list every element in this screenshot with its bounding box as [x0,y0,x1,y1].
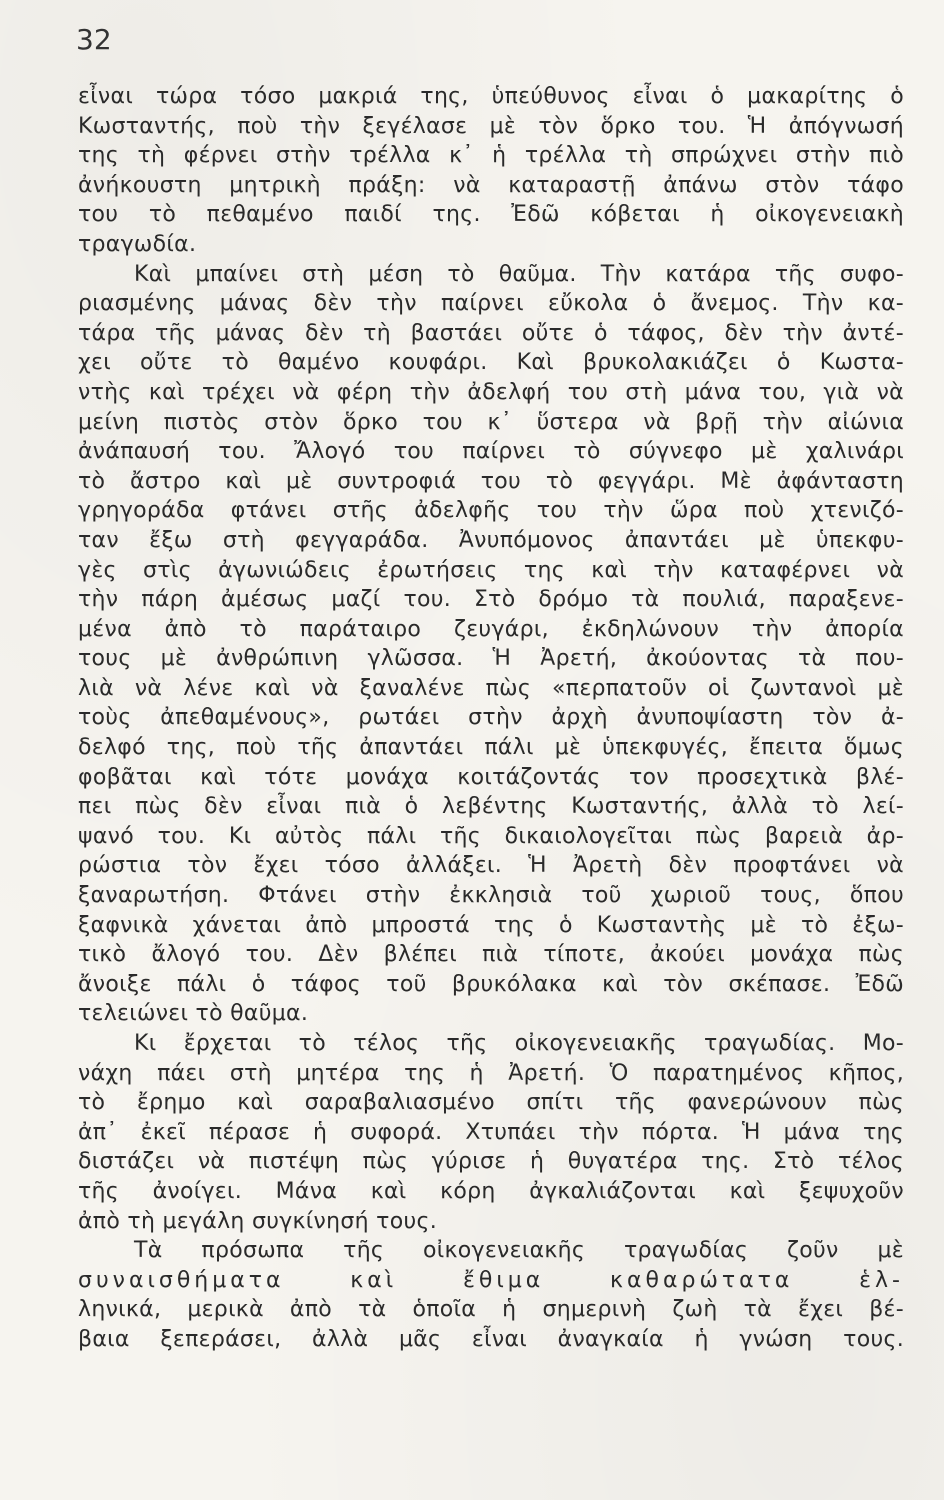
text-line: του τὸ πεθαμένο παιδί της. Ἐδῶ κόβεται ἡ οἰκογενειακὴ [78,202,904,228]
text-line: τὴν πάρη ἀμέσως μαζί του. Στὸ δρόμο τὰ πουλιά, παραξενε- [78,587,904,613]
text-line: Καὶ μπαίνει στὴ μέση τὸ θαῦμα. Τὴν κατάρα τῆς συφο- [134,261,904,287]
text-line: συναισθήματα καὶ ἔθιμα καθαρώτατα ἑλ- [78,1267,904,1293]
text-line: Κι ἔρχεται τὸ τέλος τῆς οἰκογενειακῆς τραγωδίας. Μο- [134,1031,904,1056]
text-line: ρώστια τὸν ἔχει τόσο ἀλλάξει. Ἡ Ἀρετὴ δὲν προφτάνει νὰ [78,853,904,879]
text-line: πει πὼς δὲν εἶναι πιὰ ὁ λεβέντης Κωσταντής, ἀλλὰ τὸ λεί- [78,794,904,820]
text-line: ντὴς καὶ τρέχει νὰ φέρη τὴν ἀδελφή του στὴ μάνα του, γιὰ νὰ [78,379,904,405]
text-line: ληνικά, μερικὰ ἀπὸ τὰ ὁποῖα ἡ σημερινὴ ζωὴ τὰ ἔχει βέ- [78,1297,904,1323]
text-line: Τὰ πρόσωπα τῆς οἰκογενειακῆς τραγωδίας ζοῦν μὲ [134,1238,904,1264]
text-line: ξαναρωτήση. Φτάνει στὴν ἐκκλησιὰ τοῦ χωριοῦ τους, ὅπου [78,883,904,909]
text-line: νάχη πάει στὴ μητέρα της ἡ Ἀρετή. Ὁ παρατημένος κῆπος, [78,1060,904,1086]
text-line: γρηγοράδα φτάνει στῆς ἀδελφῆς του τὴν ὥρα ποὺ χτενιζό- [78,498,904,524]
text-line: ταν ἔξω στὴ φεγγαράδα. Ἀνυπόμονος ἀπαντάει μὲ ὑπεκφυ- [78,527,904,553]
text-line: τὸ ἔρημο καὶ σαραβαλιασμένο σπίτι τῆς φανερώνουν πὼς [78,1090,904,1116]
text-line: δελφό της, ποὺ τῆς ἀπαντάει πάλι μὲ ὑπεκφυγές, ἔπειτα ὅμως [78,735,904,761]
text-line: εἶναι τώρα τόσο μακριά της, ὑπεύθυνος εἶναι ὁ μακαρίτης ὁ [78,84,904,109]
text-line: ριασμένης μάνας δὲν τὴν παίρνει εὔκολα ὁ ἄνεμος. Τὴν κα- [78,291,904,317]
text-line: ἄνοιξε πάλι ὁ τάφος τοῦ βρυκόλακα καὶ τὸν σκέπασε. Ἐδῶ [78,971,904,997]
text-line: γὲς στὶς ἀγωνιώδεις ἐρωτήσεις της καὶ τὴν καταφέρνει νὰ [78,557,904,583]
text-line: φοβᾶται καὶ τότε μονάχα κοιτάζοντάς τον προσεχτικὰ βλέ- [78,764,904,790]
text-line: τάρα τῆς μάνας δὲν τὴ βαστάει οὔτε ὁ τάφος, δὲν τὴν ἀντέ- [78,320,904,346]
text-line: τὸ ἄστρο καὶ μὲ συντροφιά του τὸ φεγγάρι. Μὲ ἀφάνταστη [78,468,904,494]
text-line: ἀνάπαυσή του. Ἄλογό του παίρνει τὸ σύγνεφο μὲ χαλινάρι [78,439,904,465]
text-line: τῆς ἀνοίγει. Μάνα καὶ κόρη ἀγκαλιάζονται καὶ ξεψυχοῦν [78,1178,904,1204]
text-line: διστάζει νὰ πιστέψη πὼς γύρισε ἡ θυγατέρα της. Στὸ τέλος [78,1149,904,1175]
text-line: τους μὲ ἀνθρώπινη γλῶσσα. Ἡ Ἀρετή, ἀκούοντας τὰ που- [78,646,904,672]
text-line: τελειώνει τὸ θαῦμα. [78,1001,309,1027]
text-line: λιὰ νὰ λένε καὶ νὰ ξαναλένε πὼς «περπατοῦν οἱ ζωντανοὶ μὲ [78,675,904,701]
text-line: τραγωδία. [78,231,197,257]
text-line: τικὸ ἄλογό του. Δὲν βλέπει πιὰ τίποτε, ἀκούει μονάχα πὼς [78,942,904,968]
text-line: βαια ξεπεράσει, ἀλλὰ μᾶς εἶναι ἀναγκαία ἡ γνώση τους. [78,1326,904,1352]
text-line: ψανό του. Κι αὐτὸς πάλι τῆς δικαιολογεῖται πὼς βαρειὰ ἀρ- [78,823,904,849]
body-text [78,82,904,1355]
page-number: 32 [76,23,112,56]
text-line: Κωσταντής, ποὺ τὴν ξεγέλασε μὲ τὸν ὅρκο του. Ἡ ἀπόγνωσή [78,113,904,139]
text-line: μένα ἀπὸ τὸ παράταιρο ζευγάρι, ἐκδηλώνουν τὴν ἀπορία [78,616,904,642]
text-line: χει οὔτε τὸ θαμένο κουφάρι. Καὶ βρυκολακιάζει ὁ Κωστα- [78,350,904,376]
text-line: ἀπὸ τὴ μεγάλη συγκίνησή τους. [78,1208,438,1234]
text-line: ἀνήκουστη μητρικὴ πράξη: νὰ καταραστῇ ἀπάνω στὸν τάφο [78,172,904,198]
text-line: της τὴ φέρνει στὴν τρέλλα κ᾽ ἡ τρέλλα τὴ σπρώχνει στὴν πιὸ [78,143,904,169]
text-line: ξαφνικὰ χάνεται ἀπὸ μπροστά της ὁ Κωσταντὴς μὲ τὸ ἐξω- [78,912,904,938]
text-line: τοὺς ἀπεθαμένους», ρωτάει στὴν ἀρχὴ ἀνυποψίαστη τὸν ἀ- [78,705,904,731]
text-line: μείνη πιστὸς στὸν ὅρκο του κ᾽ ὕστερα νὰ βρῇ τὴν αἰώνια [78,409,904,435]
text-line: ἀπ᾽ ἐκεῖ πέρασε ἡ συφορά. Χτυπάει τὴν πόρτα. Ἡ μάνα της [78,1119,904,1145]
